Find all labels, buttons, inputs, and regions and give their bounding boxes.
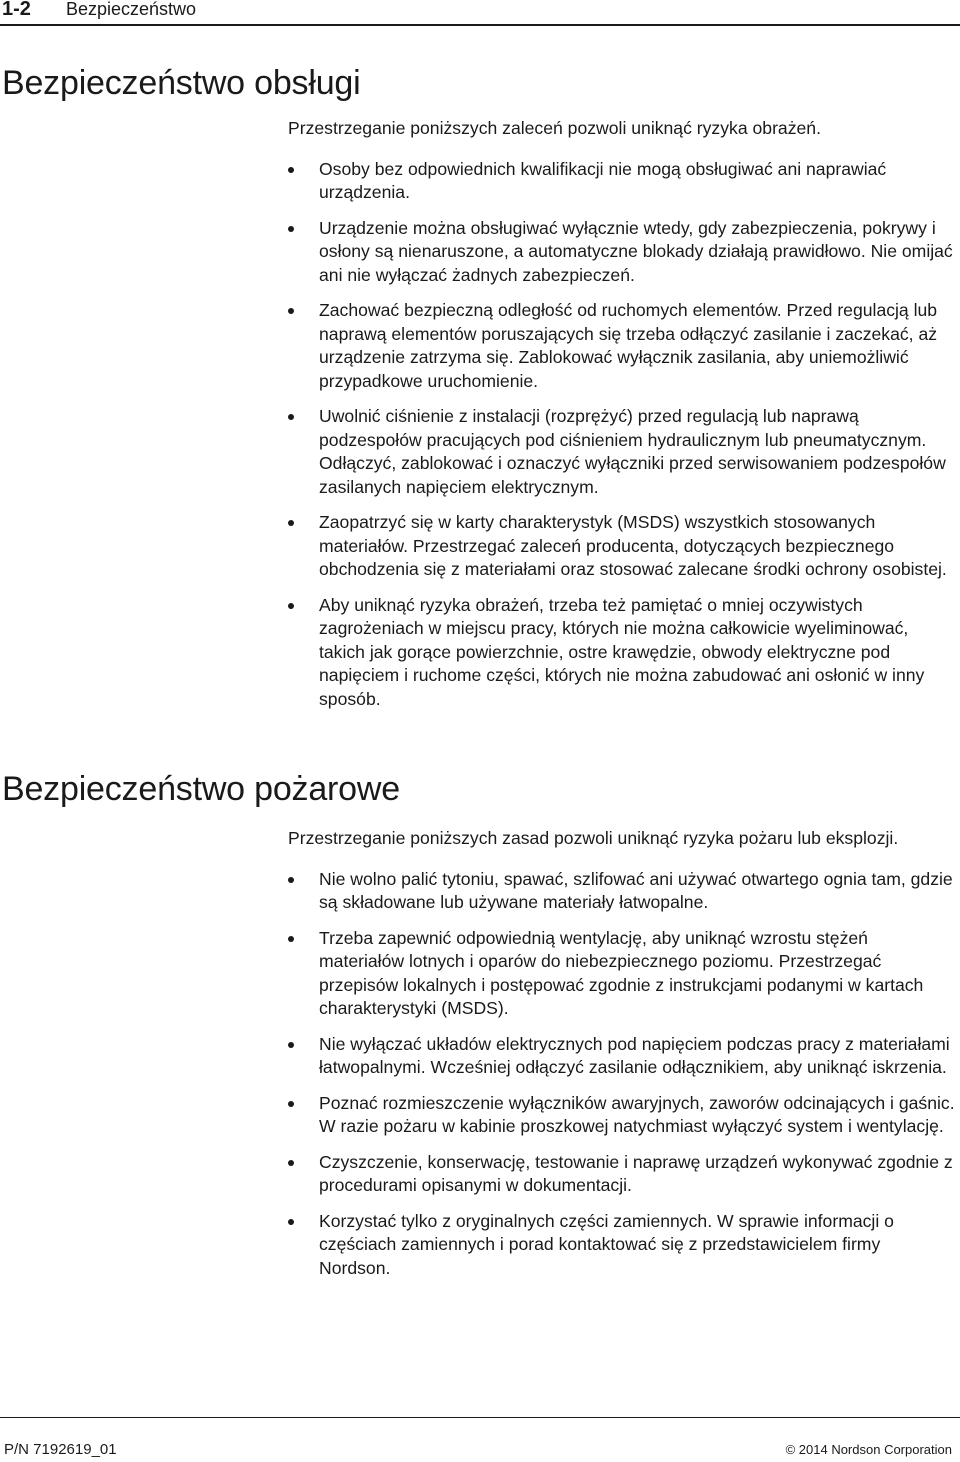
bullet-icon bbox=[288, 1219, 294, 1225]
list-item bbox=[288, 1151, 956, 1198]
list-item-text: Nie wolno palić tytoniu, spawać, szlifować ani używać otwartego ognia tam, gdzie są składowane lub używane materiały łatwopalne. bbox=[319, 868, 953, 912]
bullet-icon bbox=[288, 1160, 294, 1166]
list-item bbox=[288, 1210, 956, 1281]
running-title: Bezpieczeństwo bbox=[66, 0, 197, 19]
list-item-text: Zaopatrzyć się w karty charakterystyk (MSDS) wszystkich stosowanych materiałów. Przestrzegać zaleceń producenta, dotyczących bezpiecznego obchodzenia się z materiałami oraz stosować zalecane środki ochrony osobistej. bbox=[319, 512, 947, 579]
list-item bbox=[288, 511, 956, 582]
page-footer bbox=[0, 1417, 960, 1462]
list-item bbox=[288, 1033, 956, 1080]
section-heading-fire-safety: Bezpieczeństwo pożarowe bbox=[2, 770, 400, 808]
list-item-text: Nie wyłączać układów elektrycznych pod napięciem podczas pracy z materiałami łatwopalnymi. Wcześniej odłączyć zasilanie odłącznikiem, aby uniknąć iskrzenia. bbox=[319, 1033, 950, 1077]
bullet-icon bbox=[288, 936, 294, 942]
list-item-text: Osoby bez odpowiednich kwalifikacji nie mogą obsługiwać ani naprawiać urządzenia. bbox=[319, 158, 887, 202]
bullet-icon bbox=[288, 603, 294, 609]
bullet-icon bbox=[288, 877, 294, 883]
list-item-text: Uwolnić ciśnienie z instalacji (rozprężyć) przed regulacją lub naprawą podzespołów pracujących pod ciśnieniem hydraulicznym lub pneumatycznym. Odłączyć, zablokować i oznaczyć wyłączniki przed serwisowaniem podzespołów zasilanych napięciem elektrycznym. bbox=[319, 406, 946, 497]
list-item bbox=[288, 405, 956, 499]
section-body-fire-safety bbox=[288, 827, 956, 1292]
list-item bbox=[288, 868, 956, 915]
page-header bbox=[0, 0, 960, 26]
bullet-list bbox=[288, 158, 956, 712]
bullet-icon bbox=[288, 414, 294, 420]
list-item-text: Urządzenie można obsługiwać wyłącznie wtedy, gdy zabezpieczenia, pokrywy i osłony są nienaruszone, a automatyczne blokady działają prawidłowo. Nie omijać ani nie wyłączać żadnych zabezpieczeń. bbox=[319, 217, 953, 285]
bullet-icon bbox=[288, 167, 294, 173]
section-heading-operation-safety: Bezpieczeństwo obsługi bbox=[2, 64, 361, 102]
bullet-icon bbox=[288, 226, 294, 232]
list-item-text: Czyszczenie, konserwację, testowanie i naprawę urządzeń wykonywać zgodnie z procedurami opisanymi w dokumentacji. bbox=[319, 1151, 953, 1195]
list-item bbox=[288, 217, 956, 288]
list-item-text: Korzystać tylko z oryginalnych części zamiennych. W sprawie informacji o częściach zamiennych i porad kontaktować się z przedstawicielem firmy Nordson. bbox=[319, 1210, 894, 1278]
section-intro: Przestrzeganie poniższych zasad pozwoli uniknąć ryzyka pożaru lub eksplozji. bbox=[288, 828, 899, 848]
list-item-text: Aby uniknąć ryzyka obrażeń, trzeba też pamiętać o mniej oczywistych zagrożeniach w miejscu pracy, których nie można całkowicie wyeliminować, takich jak gorące powierzchnie, ostre krawędzie, obwody elektryczne pod napięciem i ruchome części, których nie można zabudować ani osłonić w inny sposób. bbox=[319, 594, 925, 709]
bullet-icon bbox=[288, 1101, 294, 1107]
list-item-text: Poznać rozmieszczenie wyłączników awaryjnych, zaworów odcinających i gaśnic. W razie pożaru w kabinie proszkowej natychmiast wyłączyć system i wentylację. bbox=[319, 1092, 955, 1136]
page-number: 1-2 bbox=[2, 0, 31, 20]
bullet-icon bbox=[288, 1042, 294, 1048]
bullet-icon bbox=[288, 308, 294, 314]
list-item bbox=[288, 927, 956, 1021]
bullet-icon bbox=[288, 520, 294, 526]
list-item-text: Zachować bezpieczną odległość od ruchomych elementów. Przed regulacją lub naprawą elementów poruszających się trzeba odłączyć zasilanie i zaczekać, aż urządzenie zatrzyma się. Zablokować wyłącznik zasilania, aby uniemożliwić przypadkowe uruchomienie. bbox=[319, 300, 938, 391]
list-item bbox=[288, 594, 956, 712]
list-item-text: Trzeba zapewnić odpowiednią wentylację, aby uniknąć wzrostu stężeń materiałów lotnych i oparów do niebezpiecznego poziomu. Przestrzegać przepisów lokalnych i postępować zgodnie z instrukcjami podanymi w kartach charakterystyki (MSDS). bbox=[319, 927, 924, 1018]
part-number: P/N 7192619_01 bbox=[4, 1441, 117, 1458]
bullet-list bbox=[288, 868, 956, 1281]
section-body-operation-safety bbox=[288, 117, 956, 723]
list-item bbox=[288, 158, 956, 205]
copyright-notice: © 2014 Nordson Corporation bbox=[785, 1442, 952, 1457]
list-item bbox=[288, 1092, 956, 1139]
list-item bbox=[288, 299, 956, 393]
section-intro: Przestrzeganie poniższych zaleceń pozwoli uniknąć ryzyka obrażeń. bbox=[288, 118, 821, 138]
